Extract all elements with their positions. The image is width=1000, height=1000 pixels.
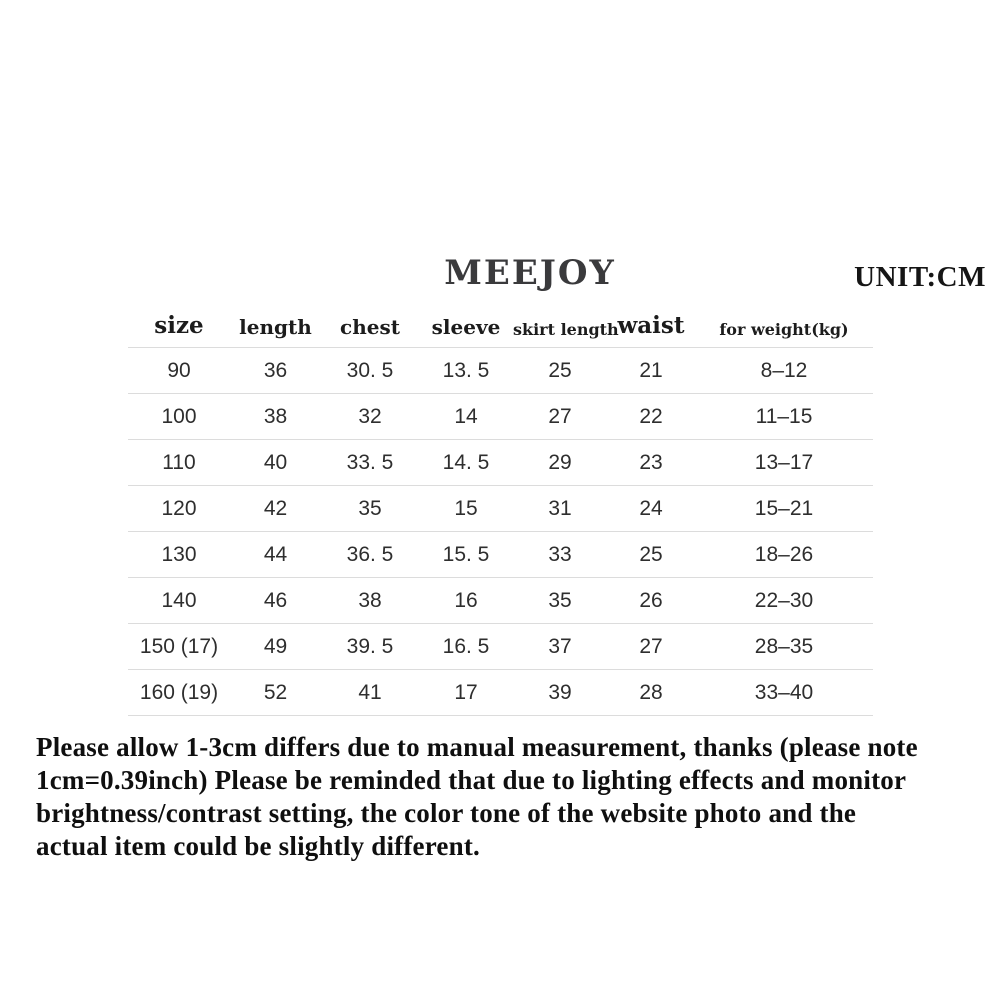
table-cell: 26 (607, 578, 695, 624)
table-header-cell: sleeve (419, 306, 513, 348)
table-cell: 29 (513, 440, 607, 486)
table-cell: 8–12 (695, 348, 873, 394)
table-cell: 35 (321, 486, 419, 532)
table-row (128, 348, 873, 394)
table-header-row (128, 306, 873, 348)
table-cell: 33. 5 (321, 440, 419, 486)
table-cell: 160 (19) (128, 670, 230, 716)
table-cell: 41 (321, 670, 419, 716)
table-cell: 37 (513, 624, 607, 670)
table-cell: 11–15 (695, 394, 873, 440)
table-cell: 120 (128, 486, 230, 532)
table-row (128, 532, 873, 578)
table-cell: 28–35 (695, 624, 873, 670)
table-cell: 36 (230, 348, 321, 394)
brand-title: MEEJOY (444, 253, 616, 293)
table-cell: 16. 5 (419, 624, 513, 670)
table-row (128, 440, 873, 486)
table-cell: 28 (607, 670, 695, 716)
size-table-container (128, 306, 873, 716)
table-cell: 15–21 (695, 486, 873, 532)
note-line: actual item could be slightly different. (36, 831, 480, 861)
table-cell: 49 (230, 624, 321, 670)
size-table (128, 306, 873, 716)
table-header-cell: chest (321, 306, 419, 348)
table-cell: 25 (513, 348, 607, 394)
table-cell: 21 (607, 348, 695, 394)
table-header-cell: waist (607, 306, 695, 348)
table-cell: 38 (321, 578, 419, 624)
table-cell: 30. 5 (321, 348, 419, 394)
table-cell: 42 (230, 486, 321, 532)
table-cell: 22 (607, 394, 695, 440)
table-cell: 52 (230, 670, 321, 716)
table-cell: 39. 5 (321, 624, 419, 670)
table-cell: 14. 5 (419, 440, 513, 486)
table-cell: 23 (607, 440, 695, 486)
table-row (128, 670, 873, 716)
table-row (128, 394, 873, 440)
table-cell: 15 (419, 486, 513, 532)
measurement-note (36, 731, 981, 863)
table-row (128, 578, 873, 624)
table-cell: 32 (321, 394, 419, 440)
table-cell: 40 (230, 440, 321, 486)
table-row (128, 624, 873, 670)
table-cell: 16 (419, 578, 513, 624)
table-cell: 18–26 (695, 532, 873, 578)
table-cell: 140 (128, 578, 230, 624)
table-cell: 27 (513, 394, 607, 440)
table-cell: 13. 5 (419, 348, 513, 394)
table-cell: 46 (230, 578, 321, 624)
table-cell: 44 (230, 532, 321, 578)
size-table-body (128, 348, 873, 716)
table-cell: 38 (230, 394, 321, 440)
table-cell: 35 (513, 578, 607, 624)
note-line: 1cm=0.39inch) Please be reminded that due to lighting effects and monitor (36, 765, 907, 795)
table-header-cell: size (128, 306, 230, 348)
table-header-cell: for weight(kg) (695, 306, 873, 348)
table-row (128, 486, 873, 532)
table-cell: 110 (128, 440, 230, 486)
table-cell: 130 (128, 532, 230, 578)
table-cell: 36. 5 (321, 532, 419, 578)
table-cell: 13–17 (695, 440, 873, 486)
note-line: Please allow 1-3cm differs due to manual measurement, thanks (please note (36, 732, 918, 762)
table-cell: 39 (513, 670, 607, 716)
table-cell: 14 (419, 394, 513, 440)
table-cell: 24 (607, 486, 695, 532)
table-cell: 100 (128, 394, 230, 440)
table-cell: 31 (513, 486, 607, 532)
unit-label: UNIT:CM (854, 261, 986, 293)
note-line: brightness/contrast setting, the color tone of the website photo and the (36, 798, 857, 828)
table-header-cell: skirt length (513, 306, 607, 348)
table-cell: 22–30 (695, 578, 873, 624)
table-cell: 90 (128, 348, 230, 394)
table-cell: 17 (419, 670, 513, 716)
table-cell: 33 (513, 532, 607, 578)
table-cell: 25 (607, 532, 695, 578)
table-cell: 150 (17) (128, 624, 230, 670)
table-cell: 33–40 (695, 670, 873, 716)
table-header-cell: length (230, 306, 321, 348)
table-cell: 27 (607, 624, 695, 670)
table-cell: 15. 5 (419, 532, 513, 578)
